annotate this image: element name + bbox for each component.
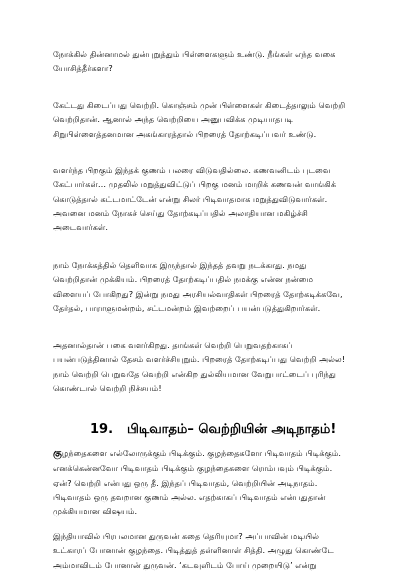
text-line: நாம் நோக்கத்தில் தெளிவாக இருந்தால் இந்தத் தவறு நடக்காது. நமது xyxy=(53,260,307,270)
drop-cap: கு xyxy=(53,448,62,459)
text-line: அடைவார்கள். xyxy=(53,222,108,233)
text-line: வெற்றிதான். ஆனால் அந்த வெற்றியை அனுபவிக்க முடியாதபடி xyxy=(53,114,293,125)
text-line: இந்தியாவில் பிரபலமான துருவன் கதை தெரியுமா? அப்பாவின் மடியில் xyxy=(53,531,320,541)
text-line: அதனால்தான் பகை வளர்கிறது. தாங்கள் வெற்றி பெறுவதற்காகப் xyxy=(53,340,293,350)
text-line: எனக்கென்னவோ பிடிவாதம் பிடிக்கும் குழந்தைகளை ரொம்பவும் பிடிக்கும். xyxy=(53,463,333,474)
text-line: தேர்தல், பாராளுமன்றம், சட்டமன்றம் இவற்றைப் பயன்படுத்துகிறார்கள். xyxy=(53,302,321,313)
text-line: யோசித்தீர்களா? xyxy=(53,63,113,74)
paragraph-2 xyxy=(53,98,369,141)
text-line: நாம் வெற்றி பெறுவதே வெற்றி என்கிற துல்லியமான வேறுபாட்டைப் புரிந்து xyxy=(53,368,337,379)
text-line: பிடிவாதம் ஒரு தவறான குணம் அல்ல. எதற்காகப் பிடிவாதம் என்பதுதான் xyxy=(53,491,326,502)
text-line: சிறுபிள்ளைத்தனமான அகங்காரத்தால் பிறரைத் தோற்கடிப்பவர் உண்டு. xyxy=(53,128,317,139)
paragraph-3 xyxy=(53,163,369,234)
chapter-title: பிடிவாதம்– வெற்றியின் அடிநாதம்! xyxy=(127,422,337,437)
text-line: வளர்ந்த பிறகும் இந்தக் குணம் பலரை விடுவதில்லை. கணவனிடம் புடவை xyxy=(53,165,331,175)
chapter-number: 19. xyxy=(90,422,114,437)
paragraph-7 xyxy=(53,529,369,572)
text-line xyxy=(53,446,369,461)
text-line: முக்கியமான விஷயம். xyxy=(53,506,138,517)
text-line: அவனை மனம் நோகச் செய்து தோற்கடிப்பதில் அலாதியான மகிழ்ச்சி xyxy=(53,207,308,218)
text-line: கேட்பார்கள்… முதலில் மறுத்துவிட்டுப் பிறகு மனம் மாறிக் கணவன் வாங்கிக் xyxy=(53,179,337,190)
text-line: உட்காரப் போனான் குழந்தை. பிடித்துத் தள்ளினாள் சித்தி. அழுது கொண்டே xyxy=(53,545,334,556)
paragraph-4 xyxy=(53,258,369,315)
chapter-heading xyxy=(90,421,390,439)
text-line: விளையப் போகிறது? இன்று நமது அரசியல்வாதிகள் பிறரைத் தோற்கடிக்கவே, xyxy=(53,288,343,299)
text-line: வெற்றிதான் முக்கியம். பிறரைத் தோற்கடிப்பதில் நமக்கு என்ன நன்மை xyxy=(53,274,314,285)
text-line: கொண்டால் வெற்றி நிச்சயம்! xyxy=(53,382,162,393)
paragraph-6 xyxy=(53,446,369,518)
paragraph-5 xyxy=(53,338,369,395)
text-line-rest: ழந்தைகளை எல்லோருக்கும் பிடிக்கும். குழந்தைகளோ பிடிவாதம் பிடிக்கும். xyxy=(61,448,342,458)
text-line: கொடுத்தால் கட்டமாட்டேன் என்று சிலர் பிடிவாதமாக மறுத்துவிடுவார்கள். xyxy=(53,193,328,204)
text-line: அம்மாவிடம் போனான் துருவன். ‘கடவுளிடம் போய் முறையிடு’ என்று xyxy=(53,559,317,570)
text-line: நோக்கில் தின்னாமல் துன்புறுத்தும் பிள்ளைகளும் உண்டு. நீங்கள் எந்த வகை xyxy=(53,49,336,59)
text-line: ஏன்? வெற்றி என்பது ஒரு தீ. இந்தப் பிடிவாதம், வெற்றியின் அடிநாதம். xyxy=(53,477,318,488)
text-line: பயன்படுத்தினால் தேசம் வளர்ச்சியுறும். பிறரைத் தோற்கடிப்பது வெற்றி அல்ல! xyxy=(53,354,346,365)
text-line: கேட்டது கிடைப்பது வெற்றி. கொஞ்சம் முன் பிள்ளைகள் கிடைத்தாலும் வெற்றி xyxy=(53,100,346,110)
paragraph-1 xyxy=(53,47,369,76)
